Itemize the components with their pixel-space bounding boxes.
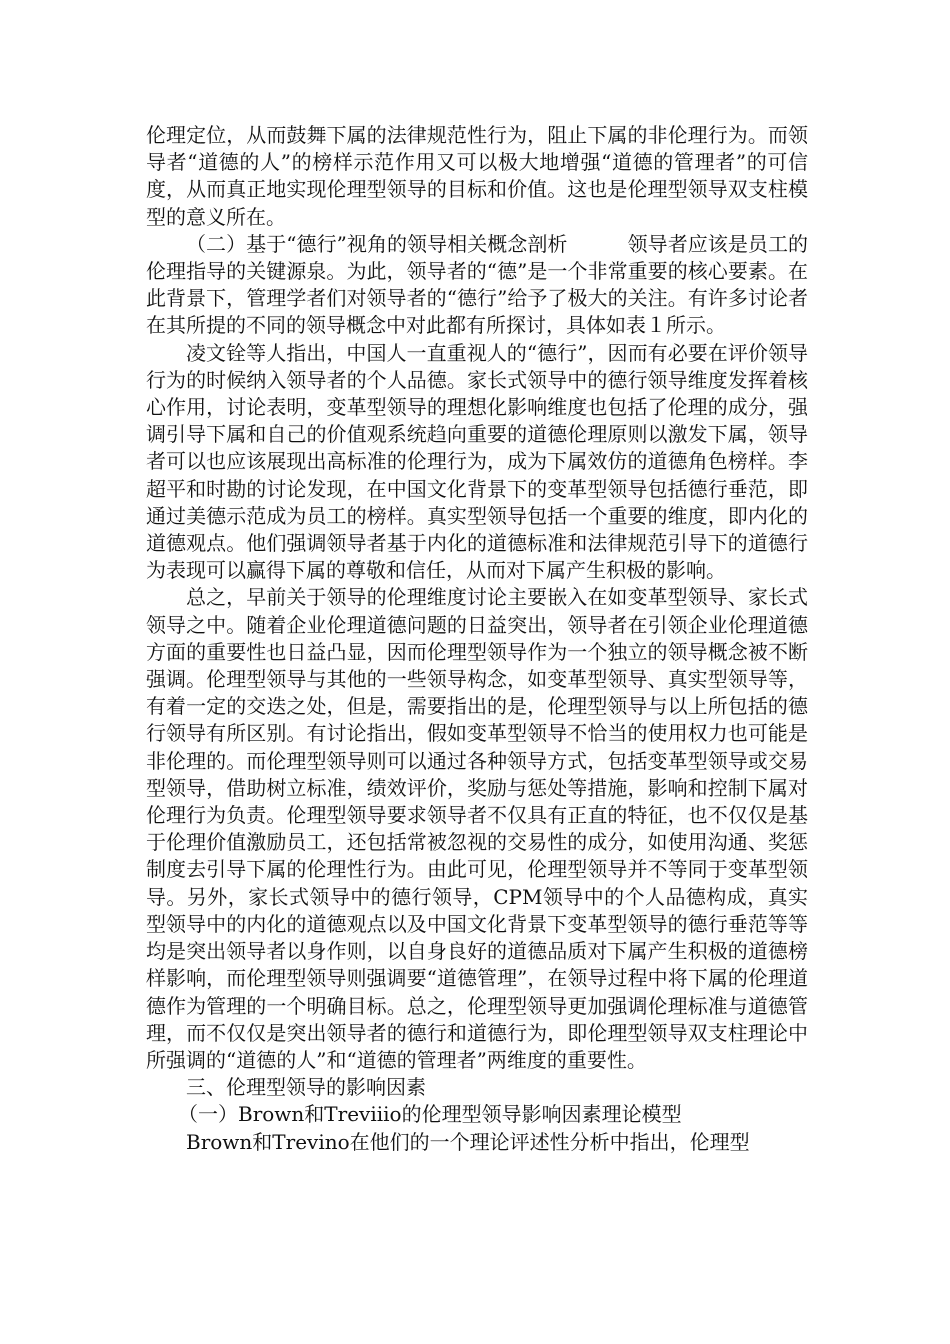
paragraph-summary: 总之，早前关于领导的伦理维度讨论主要嵌入在如变革型领导、家长式领导之中。随着企业伦理道德问题的日益突出，领导者在引领企业伦理道德方面的重要性也日益凸显，因而伦理型领导作为一个独立的领导概念被不断强调。伦理型领导与其他的一些领导构念，如变革型领导、真实型领导等，有着一定的交迭之处，但是，需要指出的是，伦理型领导与以上所包括的德行领导有所区别。有讨论指出，假如变革型领导不恰当的使用权力也可能是非伦理的。而伦理型领导则可以通过各种领导方式，包括变革型领导或交易型领导，借助树立标准，绩效评价，奖励与惩处等措施，影响和控制下属对伦理行为负责。伦理型领导要求领导者不仅具有正直的特征，也不仅仅是基于伦理价值激励员工，还包括常被忽视的交易性的成分，如使用沟通、奖惩制度去引导下属的伦理性行为。由此可见，伦理型领导并不等同于变革型领导。另外，家长式领导中的德行领导，CPM领导中的个人品德构成，真实型领导中的内化的道德观点以及中国文化背景下变革型领导的德行垂范等等均是突出领导者以身作则，以自身良好的道德品质对下属产生积极的道德榜样影响，而伦理型领导则强调要“道德管理”，在领导过程中将下属的伦理道德作为管理的一个明确目标。总之，伦理型领导更加强调伦理标准与道德管理，而不仅仅是突出领导者的德行和道德行为，即伦理型领导双支柱理论中所强调的“道德的人”和“道德的管理者”两维度的重要性。 [146, 585, 808, 1072]
paragraph-continuation: 伦理定位，从而鼓舞下属的法律规范性行为，阻止下属的非伦理行为。而领导者“道德的人”的榜样示范作用又可以极大地增强“道德的管理者”的可信度，从而真正地实现伦理型领导的目标和价值。这也是伦理型领导双支柱模型的意义所在。 [146, 123, 808, 229]
section-heading-three: 三、伦理型领导的影响因素 [186, 1075, 426, 1100]
paragraph-subsection-two: （二）基于“德行”视角的领导相关概念剖析 领导者应该是员工的伦理指导的关键源泉。为此，领导者的“德”是一个非常重要的核心要素。在此背景下，管理学者们对领导者的“德行”给予了极大的关注。有许多讨论者在其所提的不同的领导概念中对此都有所探讨，具体如表１所示。 [146, 231, 808, 338]
document-body [146, 122, 808, 1156]
subsection-heading-one: （一）Brown和Treviiio的伦理型领导影响因素理论模型 [178, 1102, 682, 1127]
paragraph-brown-trevino: Brown和Trevino在他们的一个理论评述性分析中指出，伦理型 [186, 1129, 750, 1154]
paragraph-ling-wenquan: 凌文铨等人指出，中国人一直重视人的“德行”，因而有必要在评价领导行为的时候纳入领导者的个人品德。家长式领导中的德行领导维度发挥着核心作用，讨论表明，变革型领导的理想化影响维度也包括了伦理的成分，强调引导下属和自己的价值观系统趋向重要的道德伦理原则以激发下属，领导者可以也应该展现出高标准的伦理行为，成为下属效仿的道德角色榜样。李超平和时勘的讨论发现，在中国文化背景下的变革型领导包括德行垂范，即通过美德示范成为员工的榜样。真实型领导包括一个重要的维度，即内化的道德观点。他们强调领导者基于内化的道德标准和法律规范引导下的道德行为表现可以赢得下属的尊敬和信任，从而对下属产生积极的影响。 [146, 340, 808, 583]
